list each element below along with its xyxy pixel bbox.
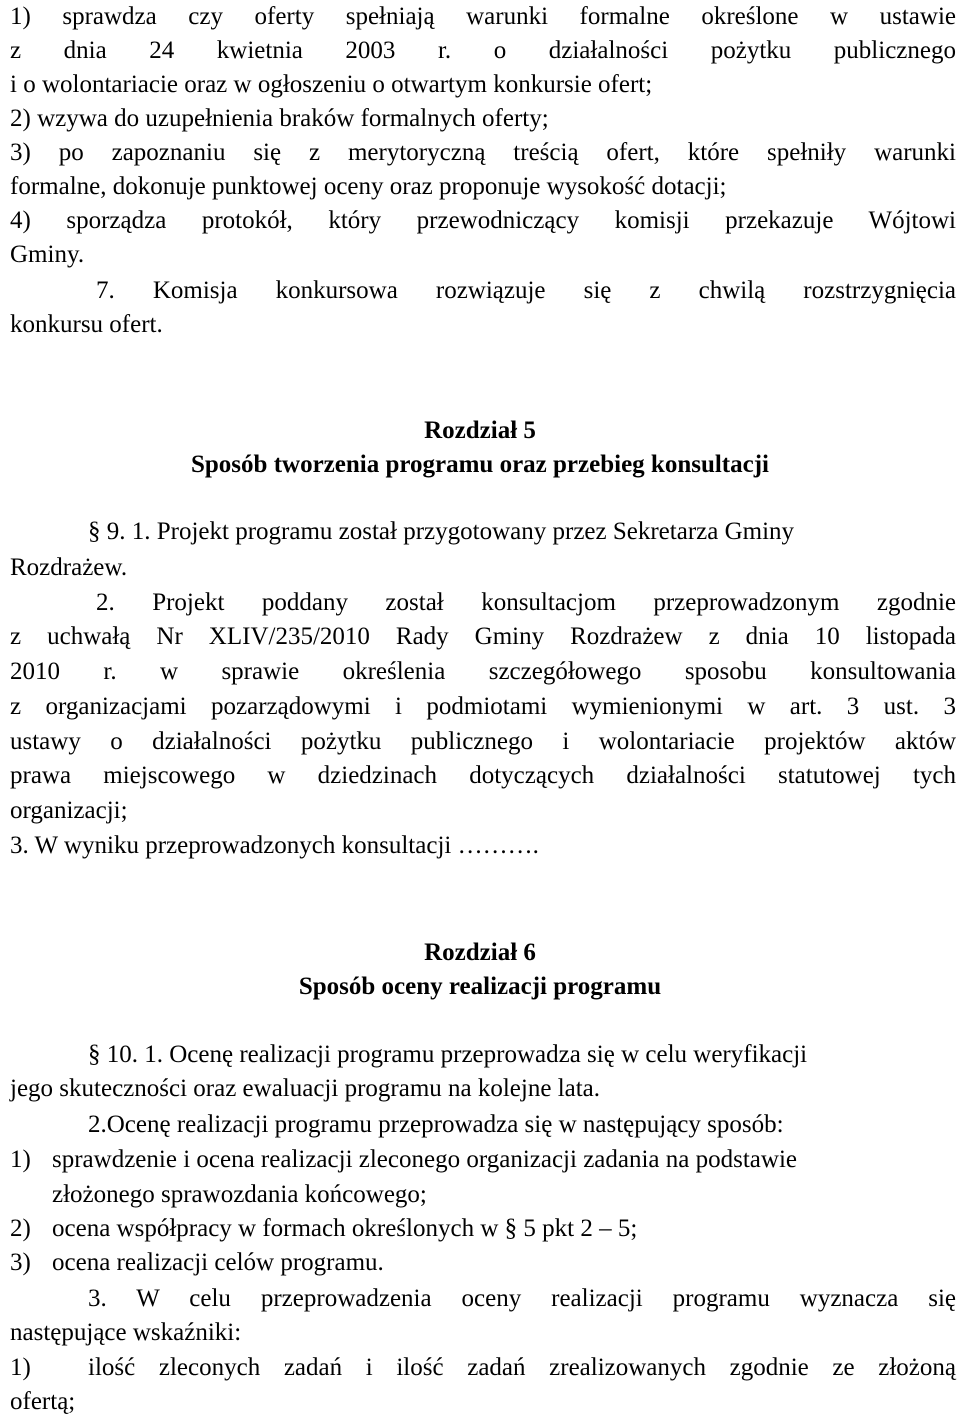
item4-line2: Gminy. bbox=[10, 241, 85, 268]
p9-1-line1: § 9. 1. Projekt programu został przygotowany przez Sekretarza Gminy bbox=[88, 518, 795, 545]
p10-1-line1: § 10. 1. Ocenę realizacji programu przeprowadza się w celu weryfikacji bbox=[88, 1041, 808, 1068]
list3-item1-line2: ofertą; bbox=[10, 1388, 76, 1415]
list2-item3-line1: ocena realizacji celów programu. bbox=[52, 1249, 384, 1276]
item3-line2: formalne, dokonuje punktowej oceny oraz proponuje wysokość dotacji; bbox=[10, 173, 727, 200]
list2-item1-line1: sprawdzenie i ocena realizacji zleconego organizacji zadania na podstawie bbox=[52, 1146, 797, 1173]
list3-item1-line1: ilość zleconych zadań i ilość zadań zrealizowanych zgodnie ze złożoną bbox=[88, 1354, 956, 1381]
p2-line4: z organizacjami pozarządowymi i podmiotami wymienionymi w art. 3 ust. 3 bbox=[10, 693, 956, 720]
chapter5-title: Sposób tworzenia programu oraz przebieg konsultacji bbox=[191, 451, 769, 478]
p10-3-line1: 3. W celu przeprowadzenia oceny realizacji programu wyznacza się bbox=[88, 1285, 956, 1312]
p10-3-line2: następujące wskaźniki: bbox=[10, 1319, 242, 1346]
item1-line1: 1) sprawdza czy oferty spełniają warunki formalne określone w ustawie bbox=[10, 3, 956, 30]
p2-line3: 2010 r. w sprawie określenia szczegółowego sposobu konsultowania bbox=[10, 658, 956, 685]
list2-item1-num: 1) bbox=[10, 1146, 31, 1173]
list2-item2-line1: ocena współpracy w formach określonych w § 5 pkt 2 – 5; bbox=[52, 1215, 638, 1242]
para7-line2: konkursu ofert. bbox=[10, 311, 163, 338]
p2-line5: ustawy o działalności pożytku publicznego i wolontariacie projektów aktów bbox=[10, 728, 956, 755]
p2-line6: prawa miejscowego w dziedzinach dotyczących działalności statutowej tych bbox=[10, 762, 956, 789]
p10-2-intro: 2.Ocenę realizacji programu przeprowadza się w następujący sposób: bbox=[88, 1111, 784, 1138]
chapter6-heading: Rozdział 6 bbox=[424, 939, 536, 966]
list3-item1-num: 1) bbox=[10, 1354, 31, 1381]
item4-line1: 4) sporządza protokół, który przewodniczący komisji przekazuje Wójtowi bbox=[10, 207, 956, 234]
list2-item2-num: 2) bbox=[10, 1215, 31, 1242]
p3-consultations: 3. W wyniku przeprowadzonych konsultacji ………. bbox=[10, 832, 539, 859]
p10-1-line2: jego skuteczności oraz ewaluacji programu na kolejne lata. bbox=[10, 1075, 601, 1102]
chapter5-heading: Rozdział 5 bbox=[424, 417, 536, 444]
p2-line1: 2. Projekt poddany został konsultacjom przeprowadzonym zgodnie bbox=[96, 589, 956, 616]
item1-line3: i o wolontariacie oraz w ogłoszeniu o otwartym konkursie ofert; bbox=[10, 71, 653, 98]
p9-1-line2: Rozdrażew. bbox=[10, 554, 128, 581]
para7-line1: 7. Komisja konkursowa rozwiązuje się z chwilą rozstrzygnięcia bbox=[96, 277, 956, 304]
item3-line1: 3) po zapoznaniu się z merytoryczną treścią ofert, które spełniły warunki bbox=[10, 139, 956, 166]
item2: 2) wzywa do uzupełnienia braków formalnych oferty; bbox=[10, 105, 549, 132]
list2-item1-line2: złożonego sprawozdania końcowego; bbox=[52, 1181, 427, 1208]
p2-line2: z uchwałą Nr XLIV/235/2010 Rady Gminy Rozdrażew z dnia 10 listopada bbox=[10, 623, 956, 650]
chapter6-title: Sposób oceny realizacji programu bbox=[298, 973, 662, 1000]
p2-line7: organizacji; bbox=[10, 797, 128, 824]
item1-line2: z dnia 24 kwietnia 2003 r. o działalności pożytku publicznego bbox=[10, 37, 956, 64]
list2-item3-num: 3) bbox=[10, 1249, 31, 1276]
